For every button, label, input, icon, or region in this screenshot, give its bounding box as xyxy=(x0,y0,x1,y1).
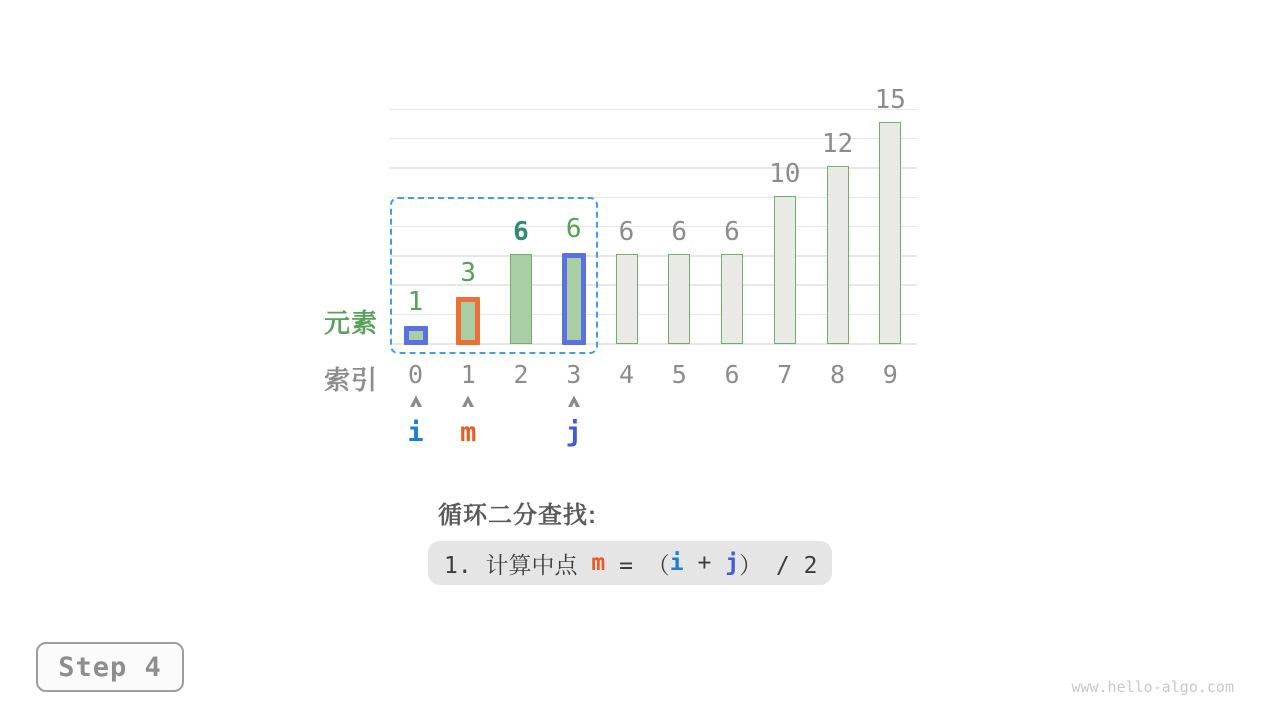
bar xyxy=(827,166,849,344)
pointer-arrow-icon xyxy=(461,395,475,408)
bar xyxy=(510,254,532,344)
bar-value-label: 6 xyxy=(671,217,688,248)
bar xyxy=(879,122,901,344)
formula-segment: m xyxy=(591,550,606,576)
index-label: 3 xyxy=(566,360,582,389)
pointer-arrow-icon xyxy=(409,395,423,408)
index-label: 4 xyxy=(618,360,635,389)
bar-highlighted xyxy=(404,326,428,346)
formula-segment: = （ xyxy=(605,552,670,579)
bar-value-label: 3 xyxy=(460,258,477,289)
bar-value-label: 6 xyxy=(618,217,635,248)
bar-value-label: 6 xyxy=(724,217,740,248)
bar-value-label: 1 xyxy=(407,287,424,318)
pointer-arrow-icon xyxy=(567,395,581,408)
formula-segment: 1. 计算中点 xyxy=(444,552,592,579)
bar-highlighted xyxy=(456,297,480,346)
formula-segment: + xyxy=(683,550,726,576)
row-label-index: 索引 xyxy=(323,365,378,395)
bar-value-label: 10 xyxy=(769,158,801,189)
pointer-label-m: m xyxy=(460,417,477,448)
index-label: 8 xyxy=(829,360,846,389)
bar-value-label: 12 xyxy=(821,129,854,160)
bar xyxy=(721,254,743,344)
formula-segment: i xyxy=(669,550,684,576)
formula-segment: ） / 2 xyxy=(739,552,818,579)
index-label: 1 xyxy=(460,360,476,389)
step-badge: Step 4 xyxy=(36,642,184,692)
bar xyxy=(668,254,690,344)
bar-value-label: 6 xyxy=(513,217,529,248)
watermark: www.hello-algo.com xyxy=(1071,678,1234,696)
index-label: 0 xyxy=(407,360,424,389)
pointer-label-i: i xyxy=(407,417,424,448)
bar-value-label: 6 xyxy=(565,214,582,245)
pointer-label-j: j xyxy=(565,417,582,448)
bar xyxy=(774,196,796,345)
formula-box xyxy=(428,541,832,585)
index-label: 2 xyxy=(513,360,529,389)
bar xyxy=(616,254,638,344)
bar-highlighted xyxy=(562,253,586,346)
row-label-element: 元素 xyxy=(323,308,378,338)
index-label: 7 xyxy=(777,360,793,389)
index-label: 6 xyxy=(724,360,740,389)
index-label: 9 xyxy=(882,360,898,389)
formula-segment: j xyxy=(725,550,740,576)
index-label: 5 xyxy=(671,360,687,389)
bar-value-label: 15 xyxy=(874,85,906,116)
procedure-caption: 循环二分查找: xyxy=(438,502,597,529)
chart-gridline xyxy=(390,109,917,111)
